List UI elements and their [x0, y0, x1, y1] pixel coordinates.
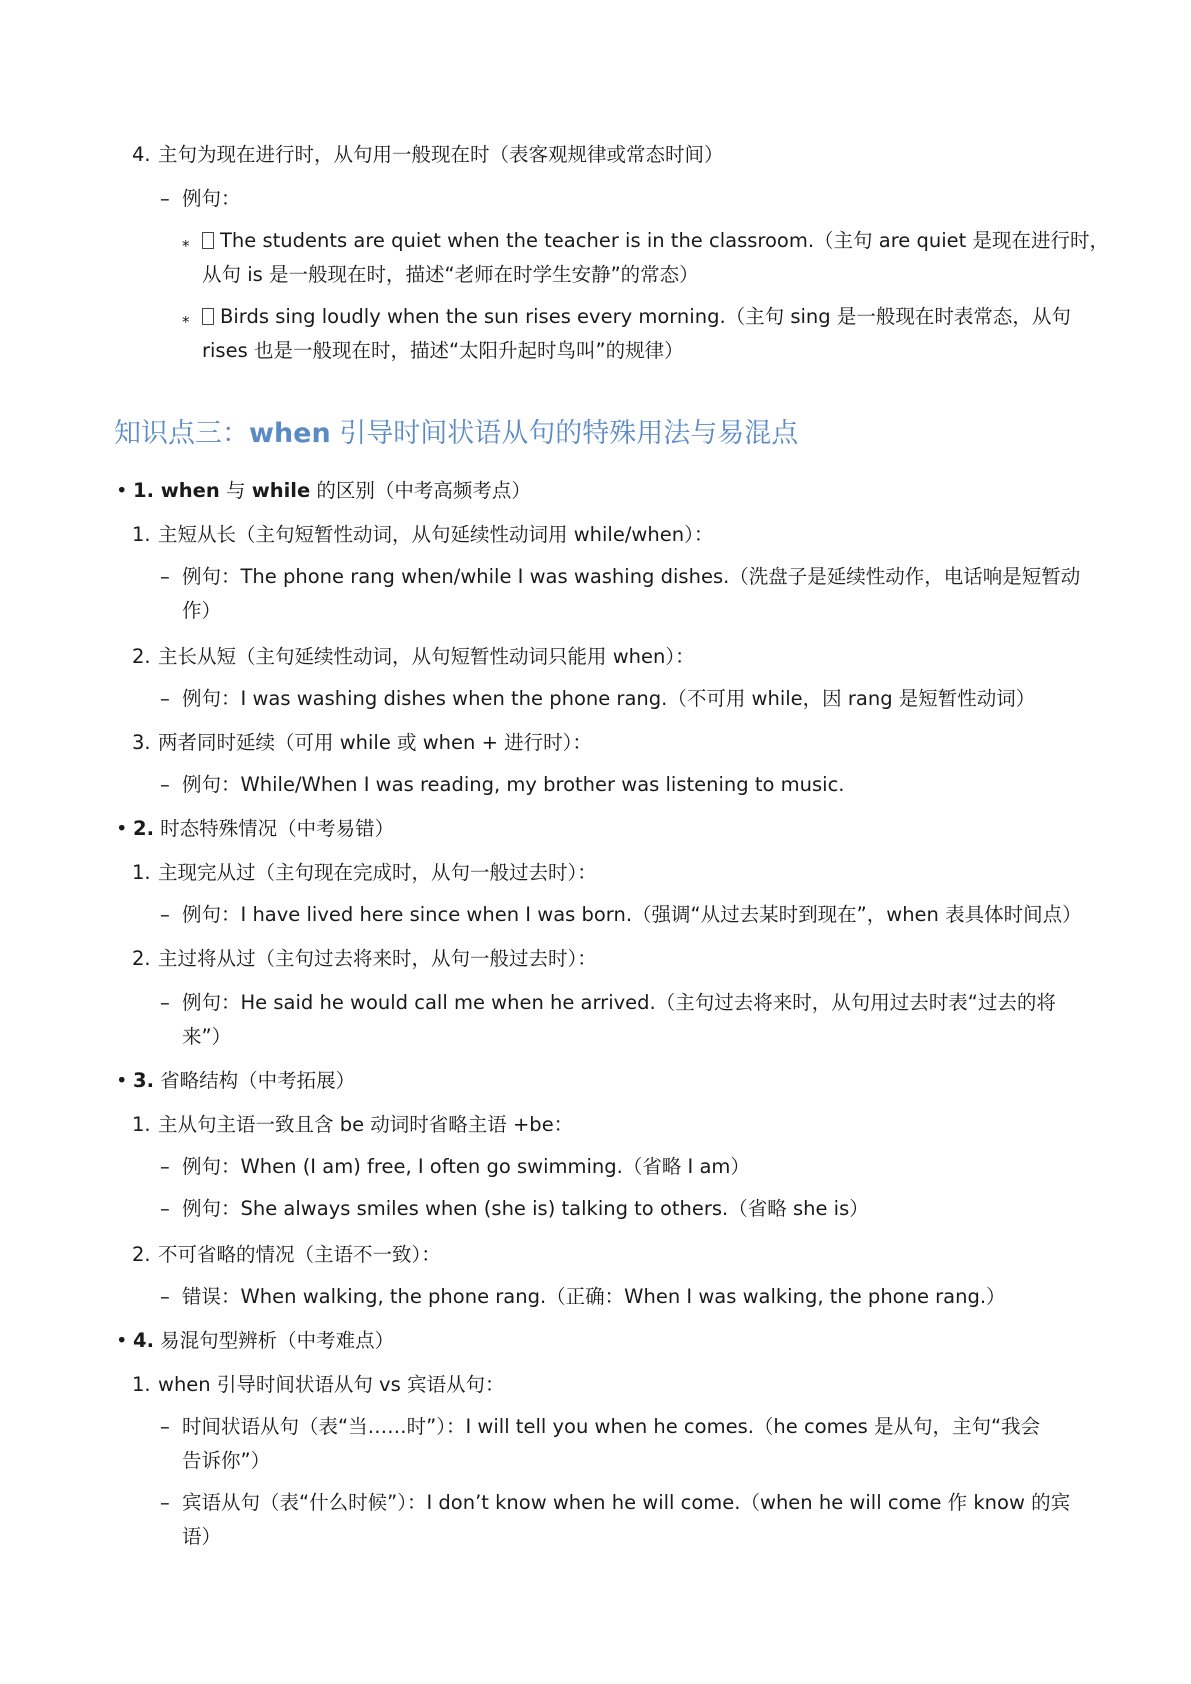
subtopic-text: 两者同时延续（可用 while 或 when + 进行时）：	[158, 731, 592, 754]
list-number: 2.	[132, 645, 151, 668]
dash-marker: –	[160, 687, 170, 710]
dash-marker: –	[160, 991, 170, 1014]
dash-marker: –	[160, 187, 170, 210]
list-item-text: 主句为现在进行时，从句用一般现在时（表客观规律或常态时间）	[158, 143, 724, 166]
example-label: 例句：	[182, 187, 241, 210]
dash-marker: –	[160, 565, 170, 588]
topic-title: 4. 易混句型辨析（中考难点）	[133, 1329, 395, 1352]
dash-marker: –	[160, 1285, 170, 1308]
example-line: 告诉你”）	[182, 1449, 271, 1472]
example-line: 例句：While/When I was reading, my brother was listening to music.	[182, 773, 845, 796]
example-line: 例句：I have lived here since when I was born.（强调“从过去某时到现在”，when 表具体时间点）	[182, 903, 1082, 926]
dash-marker: –	[160, 1415, 170, 1438]
example-line: 例句：He said he would call me when he arrived.（主句过去将来时，从句用过去时表“过去的将	[182, 991, 1056, 1014]
example-line: 例句：The phone rang when/while I was washing dishes.（洗盘子是延续性动作，电话响是短暂动	[182, 565, 1081, 588]
subtopic-text: 主从句主语一致且含 be 动词时省略主语 +be：	[158, 1113, 574, 1136]
subtopic-text: 主现完从过（主句现在完成时，从句一般过去时）：	[158, 861, 597, 884]
list-number: 1.	[132, 1373, 151, 1396]
list-number: 1.	[132, 1113, 151, 1136]
example-line: rises 也是一般现在时，描述“太阳升起时鸟叫”的规律）	[202, 339, 684, 362]
subtopic-text: when 引导时间状语从句 vs 宾语从句：	[158, 1373, 505, 1396]
bullet-marker: •	[116, 479, 128, 502]
list-number: 2.	[132, 947, 151, 970]
example-line: Birds sing loudly when the sun rises every morning.（主句 sing 是一般现在时表常态，从句	[202, 300, 1071, 333]
topic-title: 2. 时态特殊情况（中考易错）	[133, 817, 395, 840]
dash-marker: –	[160, 1491, 170, 1514]
list-number: 3.	[132, 731, 151, 754]
star-marker: *	[182, 237, 190, 255]
subtopic-text: 主短从长（主句短暂性动词，从句延续性动词用 while/when）：	[158, 523, 714, 546]
example-line: 语）	[182, 1525, 222, 1548]
example-line: 宾语从句（表“什么时候”）：I don’t know when he will come.（when he will come 作 know 的宾	[182, 1491, 1071, 1514]
section-heading: 知识点三：when 引导时间状语从句的特殊用法与易混点	[114, 418, 799, 449]
checkbox-icon	[202, 232, 214, 249]
list-number: 2.	[132, 1243, 151, 1266]
example-line: 从句 is 是一般现在时，描述“老师在时学生安静”的常态）	[202, 263, 699, 286]
list-number: 1.	[132, 861, 151, 884]
subtopic-text: 不可省略的情况（主语不一致）：	[158, 1243, 441, 1266]
example-line: The students are quiet when the teacher is in the classroom.（主句 are quiet 是现在进行时，	[202, 224, 1109, 257]
example-line: 错误：When walking, the phone rang.（正确：When I was walking, the phone rang.）	[182, 1285, 1006, 1308]
dash-marker: –	[160, 903, 170, 926]
checkbox-icon	[202, 308, 214, 325]
star-marker: *	[182, 313, 190, 331]
example-line: 时间状语从句（表“当……时”）：I will tell you when he comes.（he comes 是从句，主句“我会	[182, 1415, 1041, 1438]
example-line: 来”）	[182, 1025, 232, 1048]
bullet-marker: •	[116, 817, 128, 840]
example-line: 例句：When (I am) free, I often go swimming.（省略 I am）	[182, 1155, 750, 1178]
list-number: 4.	[132, 143, 151, 166]
example-line: 作）	[182, 599, 222, 622]
bullet-marker: •	[116, 1069, 128, 1092]
dash-marker: –	[160, 773, 170, 796]
list-number: 1.	[132, 523, 151, 546]
dash-marker: –	[160, 1155, 170, 1178]
subtopic-text: 主长从短（主句延续性动词，从句短暂性动词只能用 when）：	[158, 645, 695, 668]
dash-marker: –	[160, 1197, 170, 1220]
example-line: 例句：She always smiles when (she is) talking to others.（省略 she is）	[182, 1197, 869, 1220]
topic-title: 3. 省略结构（中考拓展）	[133, 1069, 356, 1092]
subtopic-text: 主过将从过（主句过去将来时，从句一般过去时）：	[158, 947, 597, 970]
bullet-marker: •	[116, 1329, 128, 1352]
example-line: 例句：I was washing dishes when the phone rang.（不可用 while，因 rang 是短暂性动词）	[182, 687, 1036, 710]
topic-title: 1. when 与 while 的区别（中考高频考点）	[133, 479, 531, 502]
